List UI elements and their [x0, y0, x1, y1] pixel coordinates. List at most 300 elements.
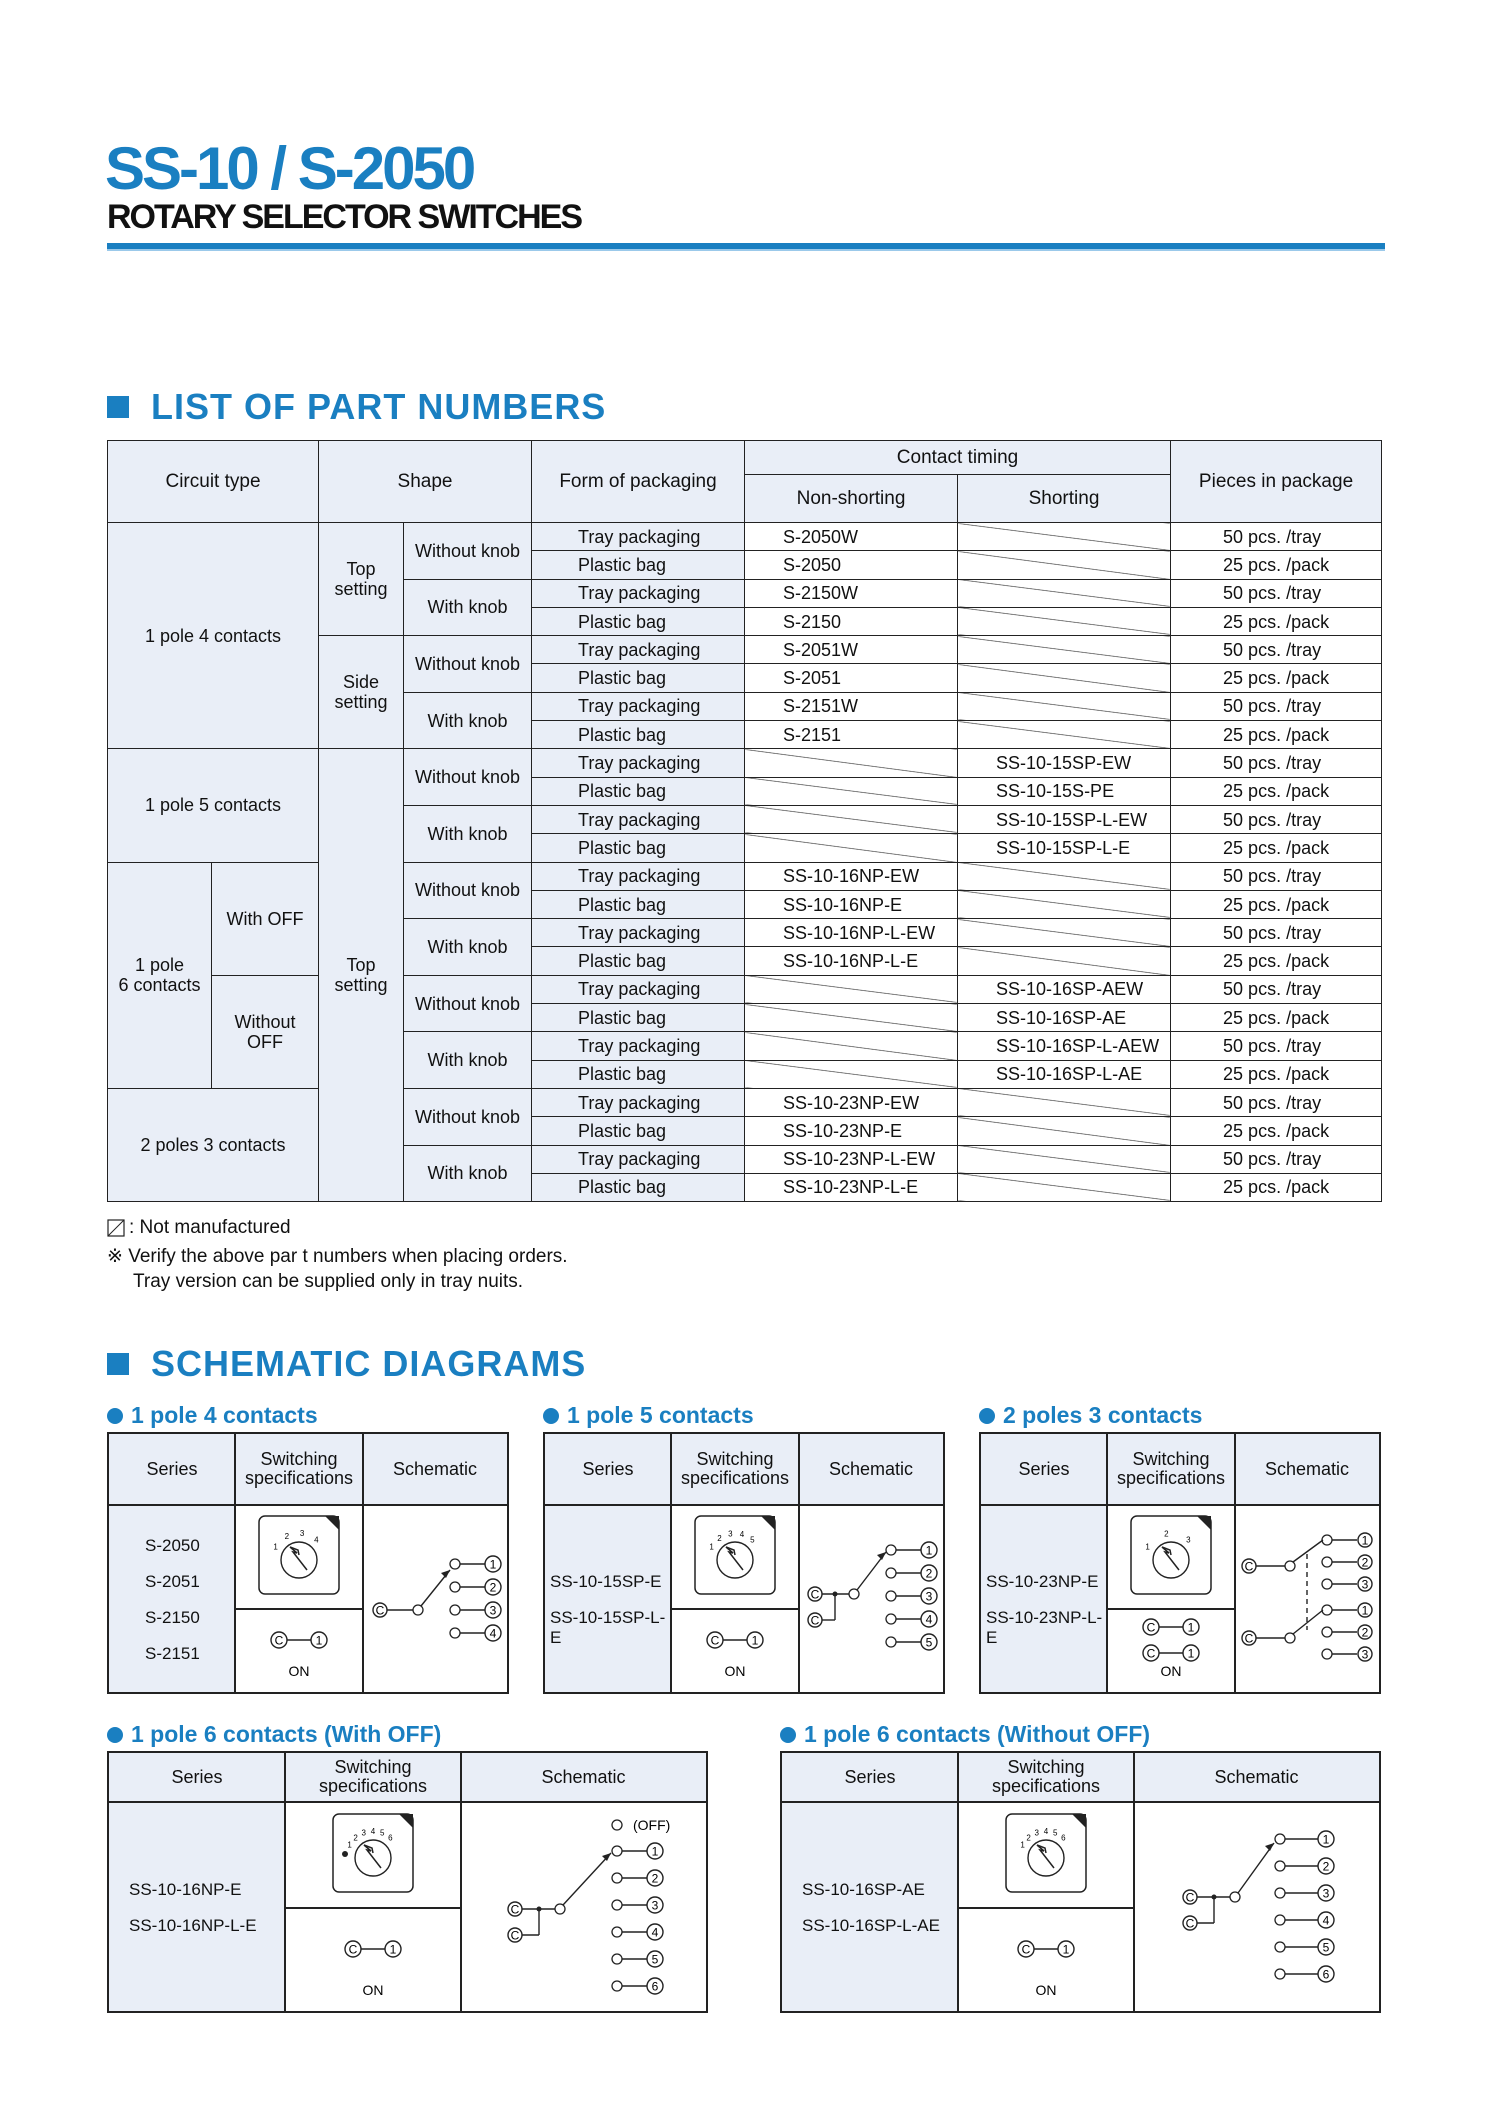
diagram-title-text: 1 pole 6 contacts (With OFF): [131, 1721, 442, 1747]
series-name: SS-10-15SP-E: [550, 1572, 662, 1591]
packaging-cell: Tray packaging: [532, 975, 745, 1003]
non-shorting-part: S-2050W: [745, 523, 958, 551]
packaging-cell: Plastic bag: [532, 607, 745, 635]
bullet-dot-icon: [107, 1727, 123, 1743]
schematic-table: [780, 1751, 1381, 2013]
non-shorting-part: S-2151W: [745, 692, 958, 720]
bullet-dot-icon: [979, 1408, 995, 1424]
not-manufactured-cell: [958, 579, 1171, 607]
parts-heading-text: LIST OF PART NUMBERS: [151, 386, 607, 427]
non-shorting-part: SS-10-16NP-L-E: [745, 947, 958, 975]
diagram-title-text: 2 poles 3 contacts: [1003, 1402, 1203, 1428]
pieces-cell: 25 pcs. /pack: [1171, 1117, 1382, 1145]
switch-arm-line: [1293, 1610, 1323, 1634]
contact-node: [612, 1873, 622, 1883]
knob-cell: With knob: [404, 805, 532, 862]
packaging-cell: Tray packaging: [532, 749, 745, 777]
switch-arm-line: [1238, 1843, 1274, 1893]
schematic-drawing: [981, 1434, 1379, 1692]
diagram-title: [780, 1721, 1150, 1748]
pieces-cell: 25 pcs. /pack: [1171, 551, 1382, 579]
note-not-manufactured: [107, 1217, 291, 1239]
junction-dot: [1212, 1895, 1217, 1900]
contact-number-label: 2: [1322, 1859, 1330, 1874]
contact-number-label: 1: [1322, 1832, 1330, 1847]
shorting-part: SS-10-16SP-AEW: [958, 975, 1171, 1003]
series-name: SS-10-16NP-E: [129, 1880, 242, 1899]
diagram-title-text: 1 pole 6 contacts (Without OFF): [804, 1721, 1151, 1747]
contact-number-label: 1: [489, 1557, 497, 1572]
part-numbers-table: [107, 440, 1382, 1202]
non-shorting-part: S-2051: [745, 664, 958, 692]
contact-node: [612, 1927, 622, 1937]
pieces-cell: 50 pcs. /tray: [1171, 1145, 1382, 1173]
dial-position-label: 3: [728, 1529, 733, 1539]
on-label: ON: [362, 1982, 384, 1998]
dial-position-label: 5: [1053, 1828, 1058, 1838]
knob-cell: With knob: [404, 1032, 532, 1089]
pivot-node: [1230, 1892, 1240, 1902]
packaging-cell: Tray packaging: [532, 919, 745, 947]
contact-node: [1275, 1834, 1285, 1844]
shorting-part: SS-10-16SP-AE: [958, 1004, 1171, 1032]
not-manufactured-cell: [958, 919, 1171, 947]
pieces-cell: 50 pcs. /tray: [1171, 919, 1382, 947]
pieces-cell: 50 pcs. /tray: [1171, 749, 1382, 777]
pivot-node: [1285, 1633, 1295, 1643]
contact-node: [886, 1591, 896, 1601]
not-manufactured-cell: [958, 947, 1171, 975]
note-tray: Tray version can be supplied only in tray nuits.: [133, 1271, 524, 1292]
series-name: S-2151: [145, 1644, 200, 1663]
dial-position-label: 1: [1145, 1542, 1150, 1552]
common-terminal-label: C: [1185, 1916, 1195, 1931]
not-manufactured-cell: [958, 890, 1171, 918]
not-manufactured-cell: [745, 777, 958, 805]
contact-node: [450, 1628, 460, 1638]
dial-position-label: 1: [273, 1542, 278, 1552]
schematic-drawing: [109, 1753, 706, 2011]
col-series: Series: [582, 1458, 634, 1479]
non-shorting-part: S-2050: [745, 551, 958, 579]
col-switching: Switching specifications: [680, 1449, 790, 1488]
pieces-cell: 25 pcs. /pack: [1171, 777, 1382, 805]
schematic-table: [107, 1751, 708, 2013]
schematic-drawing: [109, 1434, 507, 1692]
series-name: S-2150: [145, 1608, 200, 1627]
schematic-table: [979, 1432, 1381, 1694]
contact-terminal-label: 1: [389, 1942, 397, 1957]
pieces-cell: 25 pcs. /pack: [1171, 1173, 1382, 1201]
common-terminal-label: C: [810, 1587, 820, 1602]
table-row: [108, 862, 1382, 890]
pivot-node: [413, 1605, 423, 1615]
page-subtitle: ROTARY SELECTOR SWITCHES: [107, 198, 582, 236]
common-terminal-label: C: [1244, 1631, 1254, 1646]
on-label: ON: [288, 1663, 310, 1679]
pieces-cell: 25 pcs. /pack: [1171, 834, 1382, 862]
dial-position-label: 2: [1026, 1833, 1031, 1843]
shape-top-setting: Top setting: [319, 523, 404, 636]
non-shorting-part: SS-10-16NP-E: [745, 890, 958, 918]
col-switching: Switching specifications: [991, 1757, 1101, 1796]
contact-terminal-label: 1: [1187, 1620, 1195, 1635]
common-terminal-label: C: [1021, 1942, 1031, 1957]
contact-number-label: 4: [489, 1626, 497, 1641]
dial-position-label: 6: [1061, 1833, 1066, 1843]
not-manufactured-cell: [958, 1173, 1171, 1201]
packaging-cell: Tray packaging: [532, 636, 745, 664]
contact-node: [450, 1605, 460, 1615]
packaging-cell: Plastic bag: [532, 1004, 745, 1032]
series-name: SS-10-16SP-L-AE: [802, 1916, 940, 1935]
not-manufactured-cell: [745, 975, 958, 1003]
knob-cell: Without knob: [404, 862, 532, 919]
packaging-cell: Tray packaging: [532, 862, 745, 890]
page-title: SS-10 / S-2050: [105, 135, 474, 202]
pieces-cell: 25 pcs. /pack: [1171, 1004, 1382, 1032]
col-circuit-type: Circuit type: [108, 441, 319, 523]
contact-number-label: 2: [489, 1580, 497, 1595]
series-name: SS-10-16SP-AE: [802, 1880, 925, 1899]
pieces-cell: 50 pcs. /tray: [1171, 862, 1382, 890]
non-shorting-part: SS-10-16NP-EW: [745, 862, 958, 890]
not-manufactured-cell: [745, 834, 958, 862]
dial-position-label: 1: [709, 1542, 714, 1552]
dial-position-label: 2: [353, 1833, 358, 1843]
col-schematic: Schematic: [1264, 1458, 1350, 1479]
pieces-cell: 25 pcs. /pack: [1171, 607, 1382, 635]
title-rule: [107, 243, 1385, 251]
shorting-part: SS-10-16SP-L-AEW: [958, 1032, 1171, 1060]
diagram-title: [979, 1402, 1202, 1429]
contact-node: [1275, 1915, 1285, 1925]
non-shorting-part: SS-10-23NP-L-EW: [745, 1145, 958, 1173]
knob-cell: Without knob: [404, 636, 532, 693]
packaging-cell: Plastic bag: [532, 1173, 745, 1201]
not-manufactured-cell: [958, 523, 1171, 551]
non-shorting-part: SS-10-23NP-L-E: [745, 1173, 958, 1201]
circuit-1p6: 1 pole 6 contacts: [108, 862, 212, 1088]
dial-position-label: 1: [1020, 1840, 1025, 1850]
off-dot-icon: [342, 1851, 348, 1857]
series-name: SS-10-15SP-L-E: [550, 1608, 666, 1647]
common-terminal-label: C: [375, 1603, 385, 1618]
contact-number-label: 3: [1322, 1886, 1330, 1901]
contact-node: [612, 1954, 622, 1964]
contact-node: [612, 1846, 622, 1856]
packaging-cell: Plastic bag: [532, 1060, 745, 1088]
square-bullet-icon: [107, 1353, 129, 1375]
note-verify: ※ Verify the above par t numbers when placing orders.: [107, 1246, 568, 1267]
on-label: ON: [1035, 1982, 1057, 1998]
pieces-cell: 50 pcs. /tray: [1171, 523, 1382, 551]
dial-position-label: 6: [388, 1833, 393, 1843]
packaging-cell: Plastic bag: [532, 664, 745, 692]
col-shape: Shape: [319, 441, 532, 523]
contact-node: [1322, 1579, 1332, 1589]
dial-position-label: 5: [380, 1828, 385, 1838]
square-bullet-icon: [107, 396, 129, 418]
bullet-dot-icon: [780, 1727, 796, 1743]
dial-position-label: 3: [299, 1529, 305, 1539]
knob-cell: With knob: [404, 1145, 532, 1202]
common-terminal-label: C: [274, 1633, 284, 1648]
packaging-cell: Plastic bag: [532, 947, 745, 975]
contact-terminal-label: 1: [1062, 1942, 1070, 1957]
not-manufactured-cell: [958, 1117, 1171, 1145]
dial-position-label: 4: [1043, 1827, 1049, 1836]
col-pieces: Pieces in package: [1171, 441, 1382, 523]
non-shorting-part: SS-10-23NP-E: [745, 1117, 958, 1145]
switch-arm-line: [563, 1853, 611, 1905]
shorting-part: SS-10-16SP-L-AE: [958, 1060, 1171, 1088]
contact-number-label: 6: [651, 1979, 659, 1994]
knob-cell: Without knob: [404, 749, 532, 806]
not-manufactured-cell: [958, 721, 1171, 749]
switch-arm-line: [1293, 1540, 1323, 1562]
non-shorting-part: S-2150: [745, 607, 958, 635]
pieces-cell: 50 pcs. /tray: [1171, 805, 1382, 833]
contact-number-label: 5: [651, 1952, 659, 1967]
common-terminal-label: C: [510, 1928, 520, 1943]
contact-node: [1322, 1649, 1332, 1659]
non-shorting-part: SS-10-16NP-L-EW: [745, 919, 958, 947]
contact-number-label: 1: [1361, 1603, 1369, 1618]
packaging-cell: Tray packaging: [532, 692, 745, 720]
junction-dot: [833, 1592, 838, 1597]
not-manufactured-cell: [958, 1088, 1171, 1116]
contact-number-label: 2: [1361, 1625, 1369, 1640]
not-manufactured-cell: [958, 636, 1171, 664]
arrow-icon: [441, 1570, 450, 1578]
pieces-cell: 50 pcs. /tray: [1171, 1088, 1382, 1116]
contact-node: [450, 1582, 460, 1592]
contact-node: [1275, 1942, 1285, 1952]
col-schematic: Schematic: [828, 1458, 914, 1479]
contact-number-label: 3: [651, 1898, 659, 1913]
contact-terminal-label: 1: [315, 1633, 323, 1648]
contact-node: [1322, 1557, 1332, 1567]
on-label: ON: [1160, 1663, 1182, 1679]
dial-position-label: 2: [1164, 1529, 1169, 1539]
shape-top-setting-2: Top setting: [319, 749, 404, 1202]
table-row: [108, 523, 1382, 551]
table-row: [108, 975, 1382, 1003]
series-name: S-2051: [145, 1572, 200, 1591]
not-manufactured-cell: [958, 664, 1171, 692]
packaging-cell: Plastic bag: [532, 834, 745, 862]
packaging-cell: Plastic bag: [532, 777, 745, 805]
pieces-cell: 50 pcs. /tray: [1171, 636, 1382, 664]
pieces-cell: 25 pcs. /pack: [1171, 721, 1382, 749]
contact-terminal-label: 1: [1187, 1646, 1195, 1661]
not-manufactured-icon: [107, 1219, 125, 1237]
packaging-cell: Plastic bag: [532, 1117, 745, 1145]
circuit-without-off: Without OFF: [212, 975, 319, 1088]
pieces-cell: 25 pcs. /pack: [1171, 664, 1382, 692]
contact-node: [612, 1900, 622, 1910]
knob-cell: Without knob: [404, 523, 532, 580]
schematic-table: [107, 1432, 509, 1694]
circuit-1p5: 1 pole 5 contacts: [108, 749, 319, 862]
diagram-title-text: 1 pole 5 contacts: [567, 1402, 754, 1428]
not-manufactured-cell: [745, 1060, 958, 1088]
diagram-title: [543, 1402, 754, 1429]
not-manufactured-cell: [958, 862, 1171, 890]
arrow-icon: [877, 1552, 886, 1560]
off-label: (OFF): [633, 1817, 671, 1833]
contact-number-label: 1: [651, 1844, 659, 1859]
common-terminal-label: C: [710, 1633, 720, 1648]
non-shorting-part: S-2150W: [745, 579, 958, 607]
contact-node: [886, 1545, 896, 1555]
bullet-dot-icon: [543, 1408, 559, 1424]
schematic-drawing: [782, 1753, 1379, 2011]
bullet-dot-icon: [107, 1408, 123, 1424]
parts-heading: [107, 386, 606, 428]
schematic-heading: [107, 1343, 586, 1385]
contact-number-label: 1: [1361, 1533, 1369, 1548]
circuit-2p3: 2 poles 3 contacts: [108, 1088, 319, 1201]
dial-position-label: 3: [1186, 1535, 1191, 1545]
shorting-part: SS-10-15SP-L-E: [958, 834, 1171, 862]
shorting-part: SS-10-15S-PE: [958, 777, 1171, 805]
packaging-cell: Tray packaging: [532, 1088, 745, 1116]
col-schematic: Schematic: [541, 1766, 626, 1787]
contact-number-label: 1: [925, 1543, 933, 1558]
common-terminal-label: C: [1185, 1890, 1195, 1905]
col-switching: Switching specifications: [1116, 1449, 1226, 1488]
pieces-cell: 50 pcs. /tray: [1171, 692, 1382, 720]
contact-number-label: 5: [1322, 1940, 1330, 1955]
not-manufactured-cell: [958, 551, 1171, 579]
contact-number-label: 4: [651, 1925, 659, 1940]
series-name: SS-10-23NP-L-E: [986, 1608, 1103, 1647]
common-terminal-label: C: [348, 1942, 358, 1957]
dial-position-label: 4: [370, 1827, 376, 1836]
shape-side-setting: Side setting: [319, 636, 404, 749]
junction-dot: [537, 1907, 542, 1912]
arrow-icon: [602, 1853, 611, 1861]
col-switching: Switching specifications: [318, 1757, 428, 1796]
col-switching: Switching specifications: [244, 1449, 354, 1488]
col-schematic: Schematic: [1214, 1766, 1299, 1787]
knob-cell: With knob: [404, 579, 532, 636]
not-manufactured-cell: [745, 805, 958, 833]
series-name: SS-10-16NP-L-E: [129, 1916, 257, 1935]
not-manufactured-cell: [745, 1032, 958, 1060]
contact-number-label: 2: [651, 1871, 659, 1886]
schematic-table: [543, 1432, 945, 1694]
dial-position-label: 1: [347, 1840, 352, 1850]
diagram-title-text: 1 pole 4 contacts: [131, 1402, 318, 1428]
dial-position-label: 4: [739, 1529, 745, 1539]
not-manufactured-cell: [745, 1004, 958, 1032]
col-contact-timing: Contact timing: [745, 441, 1171, 475]
contact-number-label: 6: [1322, 1967, 1330, 1982]
col-shorting: Shorting: [958, 475, 1171, 523]
contact-number-label: 3: [1361, 1647, 1369, 1662]
dial-position-label: 4: [314, 1535, 319, 1545]
shorting-part: SS-10-15SP-L-EW: [958, 805, 1171, 833]
contact-terminal-label: 1: [751, 1633, 759, 1648]
contact-node: [1322, 1627, 1332, 1637]
shorting-part: SS-10-15SP-EW: [958, 749, 1171, 777]
contact-number-label: 4: [1322, 1913, 1330, 1928]
contact-number-label: 4: [925, 1612, 933, 1627]
packaging-cell: Tray packaging: [532, 805, 745, 833]
contact-node: [1275, 1861, 1285, 1871]
packaging-cell: Plastic bag: [532, 721, 745, 749]
contact-number-label: 5: [925, 1635, 933, 1650]
arrow-icon: [1265, 1843, 1274, 1851]
dial-position-label: 3: [1034, 1828, 1039, 1838]
table-row: [108, 749, 1382, 777]
common-terminal-label: C: [1244, 1559, 1254, 1574]
on-label: ON: [724, 1663, 746, 1679]
dial-position-label: 5: [750, 1535, 755, 1545]
contact-node: [886, 1637, 896, 1647]
col-series: Series: [844, 1766, 896, 1787]
packaging-cell: Plastic bag: [532, 551, 745, 579]
series-name: S-2050: [145, 1536, 200, 1555]
packaging-cell: Tray packaging: [532, 1145, 745, 1173]
col-packaging: Form of packaging: [532, 441, 745, 523]
diagram-title: [107, 1402, 318, 1429]
common-terminal-label: C: [1146, 1646, 1156, 1661]
pieces-cell: 25 pcs. /pack: [1171, 947, 1382, 975]
non-shorting-part: S-2051W: [745, 636, 958, 664]
col-series: Series: [171, 1766, 223, 1787]
circuit-1p4: 1 pole 4 contacts: [108, 523, 319, 749]
not-manufactured-cell: [958, 1145, 1171, 1173]
circuit-with-off: With OFF: [212, 862, 319, 975]
pieces-cell: 50 pcs. /tray: [1171, 579, 1382, 607]
contact-number-label: 2: [925, 1566, 933, 1581]
packaging-cell: Tray packaging: [532, 579, 745, 607]
contact-number-label: 3: [489, 1603, 497, 1618]
non-shorting-part: SS-10-23NP-EW: [745, 1088, 958, 1116]
contact-number-label: 2: [1361, 1555, 1369, 1570]
knob-cell: With knob: [404, 692, 532, 749]
contact-node: [886, 1568, 896, 1578]
table-row: [108, 1088, 1382, 1116]
col-series: Series: [1018, 1458, 1070, 1479]
contact-node: [1275, 1969, 1285, 1979]
pieces-cell: 25 pcs. /pack: [1171, 1060, 1382, 1088]
contact-number-label: 3: [925, 1589, 933, 1604]
contact-node: [1322, 1535, 1332, 1545]
knob-cell: Without knob: [404, 975, 532, 1032]
pieces-cell: 50 pcs. /tray: [1171, 975, 1382, 1003]
series-name: SS-10-23NP-E: [986, 1572, 1099, 1591]
col-schematic: Schematic: [392, 1458, 478, 1479]
not-manufactured-cell: [958, 607, 1171, 635]
off-node: [612, 1820, 622, 1830]
packaging-cell: Plastic bag: [532, 890, 745, 918]
contact-node: [886, 1614, 896, 1624]
contact-node: [1275, 1888, 1285, 1898]
contact-number-label: 3: [1361, 1577, 1369, 1592]
pivot-node: [849, 1589, 859, 1599]
common-terminal-label: C: [510, 1902, 520, 1917]
common-terminal-label: C: [810, 1613, 820, 1628]
part-numbers-body: [108, 523, 1382, 1202]
contact-node: [450, 1559, 460, 1569]
knob-cell: With knob: [404, 919, 532, 976]
not-manufactured-cell: [745, 749, 958, 777]
